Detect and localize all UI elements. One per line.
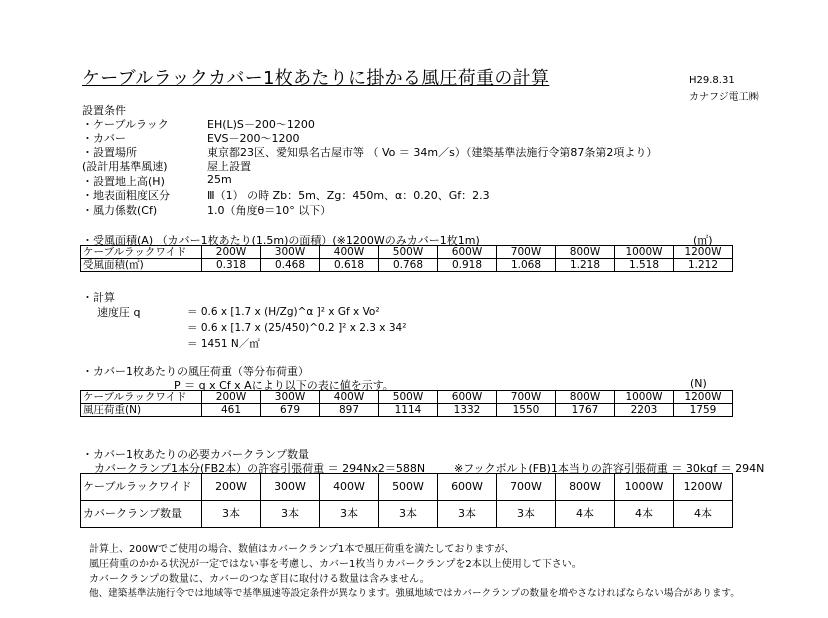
calc-line-2: ＝ 0.6 x [1.7 x (25/450)^0.2 ]² x 2.3 x 34² — [187, 322, 407, 334]
condition-value: EVS－200～1200 — [207, 132, 300, 145]
width-cell: 700W — [497, 246, 556, 259]
value-cell: 679 — [261, 404, 320, 417]
width-cell: 300W — [261, 246, 320, 259]
clamp-line-1: カバークランプ1本分(FB2本）の許容引張荷重 ＝ 294Nx2＝588N — [94, 462, 426, 475]
company-name: カナフジ電工㈱ — [689, 92, 759, 103]
clamp-heading: ・カバー1枚あたりの必要カバークランプ数量 — [82, 448, 309, 461]
clamp-line-2: ※フックボルト(FB)1本当りの許容引張荷重 ＝ 30kgf ＝ 294N — [454, 462, 765, 475]
width-cell: 1200W — [674, 246, 733, 259]
condition-label: ・風力係数(Cf) — [82, 204, 158, 217]
table-row — [81, 404, 733, 417]
value-cell: 3本 — [202, 501, 261, 528]
value-cell: 3本 — [261, 501, 320, 528]
width-cell: 600W — [438, 246, 497, 259]
value-cell: 3本 — [320, 501, 379, 528]
value-cell: 1.218 — [556, 259, 615, 272]
value-cell: 4本 — [615, 501, 674, 528]
value-cell: 1.068 — [497, 259, 556, 272]
width-cell: 500W — [379, 246, 438, 259]
condition-value: 1.0（角度θ＝10° 以下） — [207, 204, 332, 217]
area-heading: ・受風面積(A) （カバー1枚あたり(1.5m)の面積）(※1200Wのみカバー1枚1m) — [82, 234, 480, 247]
value-cell: 1332 — [438, 404, 497, 417]
document-date: H29.8.31 — [689, 75, 735, 86]
width-cell: 800W — [556, 474, 615, 501]
value-cell: 897 — [320, 404, 379, 417]
width-cell: 700W — [497, 391, 556, 404]
row-label-cell: 風圧荷重(N) — [81, 404, 202, 417]
value-cell: 2203 — [615, 404, 674, 417]
value-cell: 3本 — [379, 501, 438, 528]
width-cell: 1000W — [615, 246, 674, 259]
value-cell: 0.468 — [261, 259, 320, 272]
value-cell: 1759 — [674, 404, 733, 417]
width-cell: 500W — [379, 391, 438, 404]
table-header-cell: ケーブルラックワイド — [81, 391, 202, 404]
width-cell: 200W — [202, 246, 261, 259]
table-header-cell: ケーブルラックワイド — [81, 246, 202, 259]
width-cell: 300W — [261, 391, 320, 404]
value-cell: 1.212 — [674, 259, 733, 272]
value-cell: 0.918 — [438, 259, 497, 272]
condition-label: ・設置場所 — [82, 146, 137, 159]
width-cell: 600W — [438, 474, 497, 501]
note-line: 計算上、200Wでご使用の場合、数値はカバークランプ1本で風圧荷重を満たしておりますが、 — [89, 544, 515, 555]
table-row — [81, 501, 733, 528]
value-cell: 461 — [202, 404, 261, 417]
value-cell: 1767 — [556, 404, 615, 417]
value-cell: 4本 — [556, 501, 615, 528]
value-cell: 4本 — [674, 501, 733, 528]
load-formula: P ＝ q x Cf x Aにより以下の表に値を示す。 — [174, 379, 394, 392]
row-label-cell: カバークランプ数量 — [81, 501, 202, 528]
clamp-table — [80, 473, 733, 528]
width-cell: 700W — [497, 474, 556, 501]
calc-line-1: ＝ 0.6 x [1.7 x (H/Zg)^α ]² x Gf x Vo² — [187, 306, 380, 318]
calc-heading: ・計算 — [82, 291, 115, 304]
width-cell: 400W — [320, 391, 379, 404]
value-cell: 1114 — [379, 404, 438, 417]
calc-line-3: ＝ 1451 N／㎡ — [187, 338, 260, 350]
table-header-row — [81, 391, 733, 404]
area-unit: (㎡) — [693, 234, 713, 247]
condition-label: ・ケーブルラック — [82, 118, 169, 131]
condition-label: ・地表面粗度区分 — [82, 189, 170, 202]
width-cell: 200W — [202, 474, 261, 501]
row-label-cell: 受風面積(㎡) — [81, 259, 202, 272]
width-cell: 1200W — [674, 391, 733, 404]
value-cell: 1.518 — [615, 259, 674, 272]
note-line: カバークランプの数量に、カバーのつなぎ目に取付ける数量は含みません。 — [89, 574, 430, 585]
width-cell: 200W — [202, 391, 261, 404]
condition-value: Ⅲ（1） の時 Zb：5m、Zg：450m、α：0.20、Gf：2.3 — [207, 189, 490, 202]
condition-label: (設計用基準風速) — [82, 160, 168, 173]
table-header-row — [81, 246, 733, 259]
width-cell: 800W — [556, 391, 615, 404]
note-line: 他、建築基準法施行令では地域等で基準風速等設定条件が異なります。強風地域ではカバークランプの数量を増やさなければならない場合があります。 — [89, 588, 740, 599]
width-cell: 600W — [438, 391, 497, 404]
condition-value: 25m — [207, 173, 232, 186]
page-title: ケーブルラックカバー1枚あたりに掛かる風圧荷重の計算 — [82, 68, 550, 89]
table-row — [81, 259, 733, 272]
width-cell: 1000W — [615, 474, 674, 501]
condition-label: ・設置地上高(H) — [82, 175, 165, 188]
value-cell: 0.318 — [202, 259, 261, 272]
condition-value: 屋上設置 — [207, 160, 251, 173]
value-cell: 3本 — [438, 501, 497, 528]
conditions-heading: 設置条件 — [82, 104, 126, 117]
condition-label: ・カバー — [82, 132, 126, 145]
width-cell: 1200W — [674, 474, 733, 501]
value-cell: 1550 — [497, 404, 556, 417]
width-cell: 500W — [379, 474, 438, 501]
load-table — [80, 390, 733, 417]
load-unit: (N) — [690, 377, 707, 390]
width-cell: 1000W — [615, 391, 674, 404]
table-header-row — [81, 474, 733, 501]
condition-value: EH(L)S－200～1200 — [207, 118, 315, 131]
table-header-cell: ケーブルラックワイド — [81, 474, 202, 501]
area-table — [80, 245, 733, 272]
condition-value: 東京都23区、愛知県名古屋市等 （ Vo ＝ 34m／s）（建築基準法施行令第87条第2項より） — [207, 146, 658, 159]
calc-label: 速度圧 q — [97, 306, 141, 319]
load-heading: ・カバー1枚あたりの風圧荷重（等分布荷重） — [82, 365, 309, 378]
width-cell: 800W — [556, 246, 615, 259]
width-cell: 400W — [320, 474, 379, 501]
width-cell: 300W — [261, 474, 320, 501]
value-cell: 0.768 — [379, 259, 438, 272]
value-cell: 0.618 — [320, 259, 379, 272]
note-line: 風圧荷重のかかる状況が一定ではない事を考慮し、カバー1枚当りカバークランプを2本以上使用して下さい。 — [89, 559, 582, 570]
width-cell: 400W — [320, 246, 379, 259]
value-cell: 3本 — [497, 501, 556, 528]
